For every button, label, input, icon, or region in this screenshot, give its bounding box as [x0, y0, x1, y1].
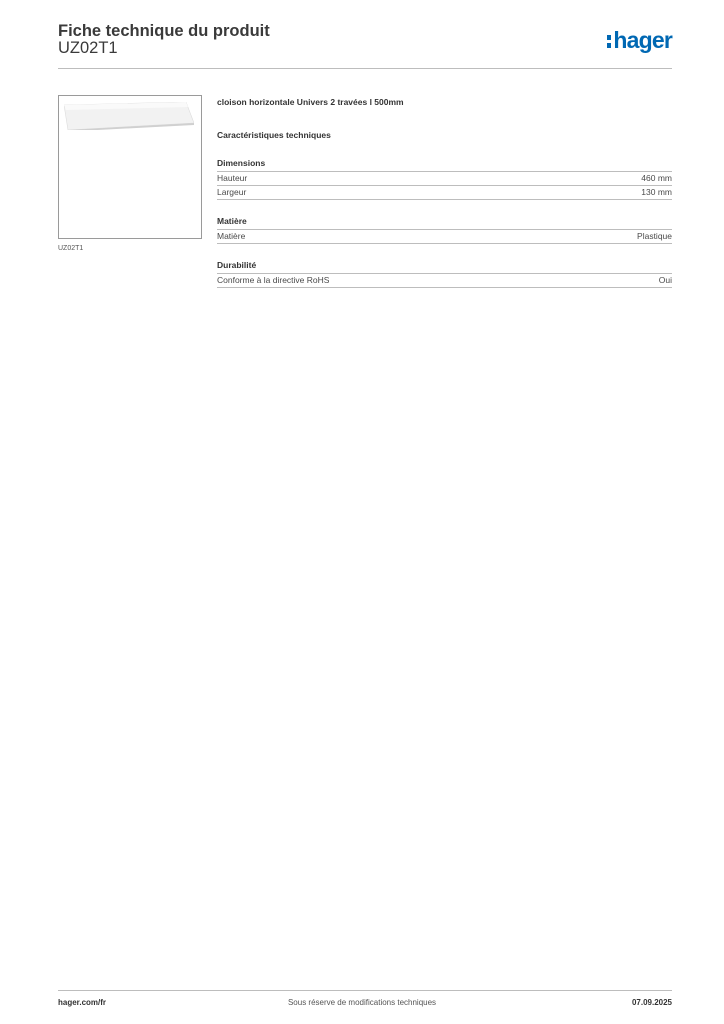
spec-label: Matière — [217, 231, 246, 241]
spec-section-title: Caractéristiques techniques — [217, 130, 331, 140]
spec-value: 460 mm — [641, 173, 672, 183]
spec-label: Largeur — [217, 187, 247, 197]
spec-row — [217, 230, 672, 244]
spec-group-dimensions — [217, 171, 672, 200]
spec-label: Conforme à la directive RoHS — [217, 275, 330, 285]
spec-group-title: Durabilité — [217, 260, 257, 270]
spec-group-title: Matière — [217, 216, 247, 226]
spec-value: Oui — [658, 275, 672, 285]
spec-value: 130 mm — [641, 187, 672, 197]
spec-group-durability — [217, 273, 672, 288]
product-image — [58, 95, 202, 239]
spec-label: Hauteur — [217, 173, 248, 183]
spec-row — [217, 172, 672, 186]
product-partition-illustration — [64, 102, 194, 130]
footer-date: 07.09.2025 — [631, 998, 672, 1007]
product-description: cloison horizontale Univers 2 travées l 500mm — [217, 97, 404, 107]
product-image-caption: UZ02T1 — [58, 245, 84, 252]
spec-group-material — [217, 229, 672, 244]
spec-group-title: Dimensions — [217, 158, 266, 168]
hager-logo[interactable] — [607, 28, 672, 52]
logo-text: hager — [613, 27, 672, 53]
spec-row — [217, 274, 672, 288]
logo-colon-icon — [607, 31, 611, 50]
document-title: Fiche technique du produit — [58, 22, 270, 40]
footer-disclaimer: Sous réserve de modifications techniques — [287, 998, 437, 1007]
spec-value: Plastique — [637, 231, 672, 241]
footer-website-link[interactable]: hager.com/fr — [58, 998, 107, 1007]
footer-divider — [58, 990, 672, 991]
header-divider — [58, 68, 672, 69]
spec-row — [217, 186, 672, 200]
product-reference: UZ02T1 — [58, 39, 118, 57]
spec-content — [217, 97, 672, 288]
page-header — [58, 22, 672, 68]
